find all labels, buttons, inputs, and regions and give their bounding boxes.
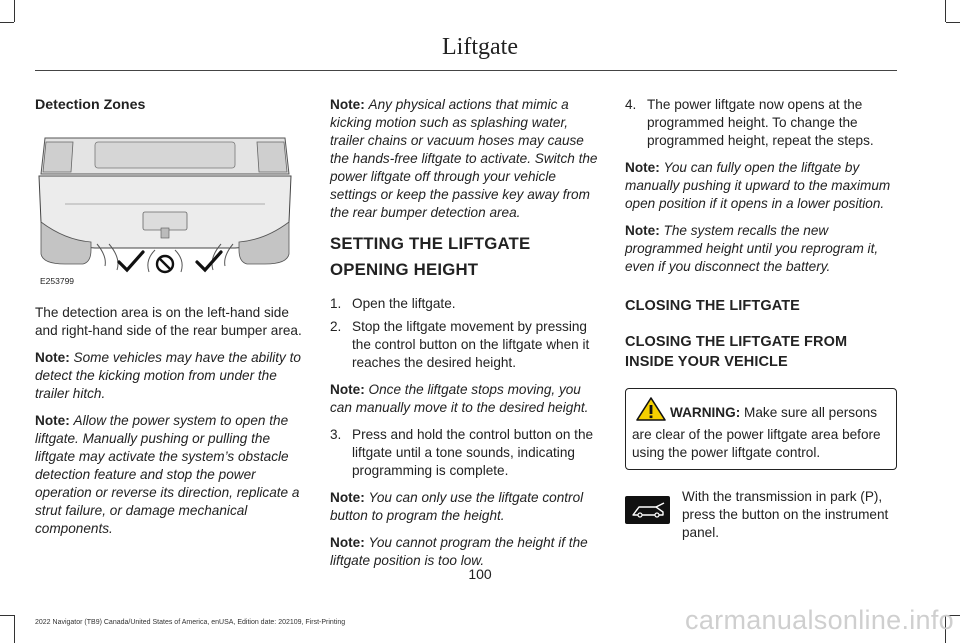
section-heading: Detection Zones (35, 97, 146, 113)
section-heading: SETTING THE LIFTGATE OPENING HEIGHT (330, 234, 531, 279)
crop-mark (0, 22, 14, 23)
column-3 (625, 96, 897, 542)
steps-list (625, 96, 897, 150)
crop-mark (945, 0, 946, 22)
page-title: Liftgate (442, 34, 518, 60)
note: Note: You can fully open the liftgate by manually pushing it upward to the maximum open position if it opens in a lower position. (625, 160, 891, 211)
list-item: 1. Open the liftgate. (330, 296, 456, 311)
crop-mark (14, 0, 15, 22)
crop-mark (14, 615, 15, 643)
note: Note: Some vehicles may have the ability to detect the kicking motion from under the trailer hitch. (35, 350, 301, 401)
note: Note: You can only use the liftgate control button to program the height. (330, 490, 584, 523)
liftgate-button-icon (625, 496, 670, 524)
note: Note: You cannot program the height if the liftgate position is too low. (330, 535, 588, 568)
note: Note: The system recalls the new programmed height until you reprogram it, even if you disconnect the battery. (625, 223, 879, 274)
watermark: carmanualsonline.info (685, 605, 954, 635)
crop-mark (946, 22, 960, 23)
warning-triangle-icon (636, 397, 666, 426)
list-item: 2. Stop the liftgate movement by pressing the control button on the liftgate when it reaches the desired height. (330, 319, 590, 370)
steps-list (330, 295, 602, 372)
column-2 (330, 96, 602, 579)
list-item: 3. Press and hold the control button on the liftgate until a tone sounds, indicating programming is complete. (330, 427, 594, 478)
subsection-heading: CLOSING THE LIFTGATE FROM INSIDE YOUR VEHICLE (625, 334, 848, 370)
detection-zones-figure (35, 124, 293, 292)
steps-list (330, 426, 602, 480)
figure-code: E253799 (40, 276, 75, 286)
rear-bumper-illustration (35, 124, 293, 292)
section-heading: CLOSING THE LIFTGATE (625, 298, 800, 314)
crop-mark (0, 615, 14, 616)
footer-text: 2022 Navigator (TB9) Canada/United States of America, enUSA, Edition date: 202109, First-Printing (35, 619, 346, 626)
instruction-row (625, 488, 897, 542)
page-number: 100 (468, 566, 492, 582)
note: Note: Allow the power system to open the liftgate. Manually pushing or pulling the liftgate may activate the system’s obstacle detection feature and stop the power operation or reverse its direction, replicate a strut failure, or damage mechanical components. (35, 413, 300, 536)
note: Note: Once the liftgate stops moving, you can manually move it to the desired height. (330, 382, 589, 415)
warning-box: WARNING: Make sure all persons are clear of the power liftgate area before using the power liftgate control. (625, 388, 897, 470)
column-1 (35, 96, 307, 547)
list-item: 4. The power liftgate now opens at the programmed height. To change the programmed height, repeat the steps. (625, 97, 874, 148)
instruction-text: With the transmission in park (P), press the button on the instrument panel. (682, 489, 889, 540)
paragraph: The detection area is on the left-hand side and right-hand side of the rear bumper area. (35, 305, 302, 338)
note: Note: Any physical actions that mimic a kicking motion such as splashing water, trailer chains or vacuum hoses may cause the hands-free liftgate to activate. Switch the power liftgate off through your vehicle settings or keep the passive key away from the rear bumper detection area. (330, 97, 598, 220)
header-divider (35, 70, 897, 71)
